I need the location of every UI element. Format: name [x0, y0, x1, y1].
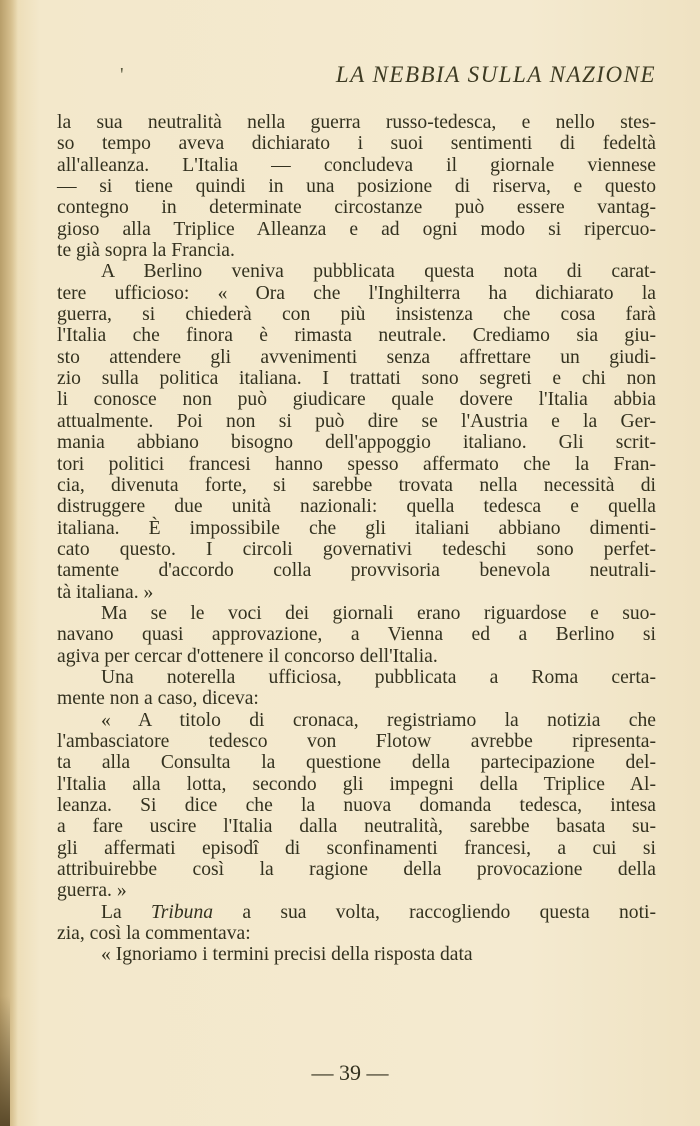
text-line: all'alleanza. L'Italia — concludeva il giornale viennese	[57, 154, 656, 176]
text-line: te già sopra la Francia.	[57, 240, 235, 262]
text-line: zio sulla politica italiana. I trattati sono segreti e chi non	[57, 368, 656, 390]
text-line: Ma se le voci dei giornali erano riguardose e suo-	[101, 602, 656, 624]
text-line: « Ignoriamo i termini precisi della risposta data	[101, 944, 473, 966]
text-line: tamente d'accordo colla provvisoria benevola neutrali-	[57, 560, 656, 582]
text-line: cia, divenuta forte, si sarebbe trovata nella necessità di	[57, 474, 656, 496]
text-line: la sua neutralità nella guerra russo-tedesca, e nello stes-	[57, 112, 656, 133]
text-line: « A titolo di cronaca, registriamo la notizia che	[101, 709, 656, 731]
text-line: attualmente. Poi non si può dire se l'Austria e la Ger-	[57, 410, 656, 432]
text-line: mania abbiano bisogno dell'appoggio italiano. Gli scrit-	[57, 432, 656, 454]
text-line: ta alla Consulta la questione della partecipazione del-	[57, 752, 656, 774]
text-line: guerra, si chiederà con più insistenza che cosa farà	[57, 304, 656, 326]
text-line: tà italiana. »	[57, 581, 154, 603]
running-title: LA NEBBIA SULLA NAZIONE	[335, 62, 656, 87]
text-line: l'Italia che finora è rimasta neutrale. Crediamo sia giu-	[57, 325, 656, 347]
text-line: guerra. »	[57, 880, 127, 902]
text-line: li conosce non può giudicare quale dovere l'Italia abbia	[57, 389, 656, 411]
text-line: contegno in determinate circostanze può essere vantag-	[57, 197, 656, 219]
text-line: cato questo. I circoli governativi tedeschi sono perfet-	[57, 538, 656, 560]
text-line: tori politici francesi hanno spesso affermato che la Fran-	[57, 453, 656, 475]
text-line: Una noterella ufficiosa, pubblicata a Roma certa-	[101, 666, 656, 688]
newspaper-name: Tribuna	[150, 901, 214, 923]
body-text	[57, 112, 656, 966]
text-line: gli affermati episodî di sconfinamenti francesi, a cui si	[57, 837, 656, 859]
text-line: attribuirebbe così la ragione della provocazione della	[57, 859, 656, 881]
text-line: mente non a caso, diceva:	[57, 688, 259, 710]
text-line: italiana. È impossibile che gli italiani abbiano dimenti-	[57, 517, 656, 539]
text-line: sto attendere gli avvenimenti senza affrettare un giudi-	[57, 346, 656, 368]
text-line: navano quasi approvazione, a Vienna ed a Berlino si	[57, 624, 656, 646]
text-line: agiva per cercar d'ottenere il concorso dell'Italia.	[57, 645, 438, 667]
text-line: so tempo aveva dichiarato i suoi sentimenti di fedeltà	[57, 133, 656, 155]
text-line: A Berlino veniva pubblicata questa nota di carat-	[101, 261, 656, 283]
text-line: leanza. Si dice che la nuova domanda tedesca, intesa	[57, 795, 656, 816]
page-number: — 39 —	[311, 1060, 389, 1085]
text-line: distruggere due unità nazionali: quella tedesca e quella	[57, 496, 656, 518]
page-spine-shadow	[0, 0, 18, 1126]
text-line: gioso alla Triplice Alleanza e ad ogni modo si ripercuo-	[57, 218, 656, 240]
header-mark: '	[120, 64, 124, 86]
text-line: l'ambasciatore tedesco von Flotow avrebbe ripresenta-	[57, 730, 656, 752]
text-line: l'Italia alla lotta, secondo gli impegni della Triplice Al-	[57, 773, 656, 795]
text-line: — si tiene quindi in una posizione di riserva, e questo	[57, 176, 656, 198]
text-line: zia, così la commentava:	[57, 923, 251, 945]
text-line: a fare uscire l'Italia dalla neutralità, sarebbe basata su-	[57, 816, 656, 838]
text-line: La Tribuna a sua volta, raccogliendo questa noti-	[101, 901, 656, 923]
running-header	[58, 62, 656, 92]
text-line: tere ufficioso: « Ora che l'Inghilterra ha dichiarato la	[57, 282, 656, 304]
